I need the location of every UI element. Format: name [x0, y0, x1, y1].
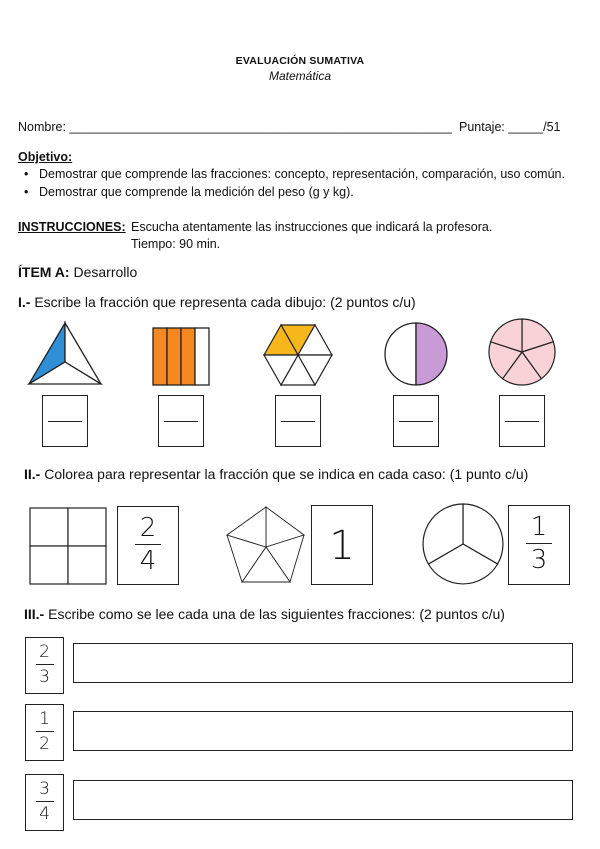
whole-number: 1	[329, 523, 355, 569]
page-subtitle: Matemática	[268, 69, 332, 83]
fraction-card	[508, 505, 570, 585]
item-a-text: Desarrollo	[73, 264, 138, 280]
answer-box[interactable]	[275, 395, 321, 447]
fraction-numerator: 1	[39, 709, 50, 729]
section-1-heading	[18, 294, 416, 310]
fraction-denominator: 3	[39, 667, 50, 687]
answer-text-box[interactable]	[73, 643, 573, 683]
bar-part-shaded	[167, 328, 181, 385]
fraction-bar	[36, 731, 54, 732]
section-3-heading	[24, 606, 505, 622]
fraction-denominator: 2	[39, 734, 50, 754]
fraction-numerator: 1	[530, 512, 548, 542]
square-part[interactable]	[30, 546, 68, 584]
bar-part-shaded	[153, 328, 167, 385]
fraction-denominator: 4	[39, 804, 50, 824]
answer-text-box[interactable]	[73, 780, 573, 820]
section-3-text: Escribe como se lee cada una de las siguientes fracciones: (2 puntos c/u)	[48, 606, 505, 622]
fraction-card	[25, 774, 64, 831]
objective-list	[24, 166, 565, 201]
page-title: EVALUACIÓN SUMATIVA	[235, 55, 365, 67]
color-shape-square[interactable]	[29, 507, 107, 585]
answer-line	[505, 421, 539, 422]
answer-box[interactable]	[393, 395, 439, 447]
answer-line	[164, 421, 198, 422]
answer-line	[399, 421, 433, 422]
objective-label: Objetivo:	[18, 150, 73, 164]
fraction-numerator: 3	[39, 779, 50, 799]
instructions-time: Tiempo: 90 min.	[131, 237, 221, 251]
fraction-bar	[36, 801, 54, 802]
name-field[interactable]: Nombre: _______________________________________________________	[18, 120, 452, 134]
item-a-heading	[18, 264, 137, 280]
score-field[interactable]: Puntaje: _____/51	[459, 120, 561, 134]
fraction-card	[117, 506, 179, 585]
section-2-text: Colorea para representar la fracción que se indica en cada caso: (1 punto c/u)	[44, 466, 529, 482]
fraction-card	[25, 704, 64, 761]
section-2-label: II.-	[24, 466, 41, 482]
fraction-card	[25, 637, 64, 694]
fraction-bar	[36, 664, 54, 665]
fraction-shape-triangle	[26, 320, 104, 388]
section-1-text: Escribe la fracción que representa cada dibujo: (2 puntos c/u)	[34, 294, 416, 310]
fraction-numerator: 2	[39, 642, 50, 662]
fraction-shape-hexagon	[263, 323, 333, 387]
item-a-label: ÍTEM A:	[18, 264, 70, 280]
section-1-label: I.-	[18, 294, 31, 310]
answer-line	[48, 421, 82, 422]
fraction-denominator: 3	[530, 545, 548, 575]
instructions-label: INSTRUCCIONES:	[18, 220, 126, 234]
fraction-numerator: 2	[139, 513, 157, 543]
answer-box[interactable]	[42, 395, 88, 447]
fraction-denominator: 4	[139, 546, 157, 576]
color-shape-circle-thirds[interactable]	[422, 503, 504, 585]
square-part[interactable]	[68, 546, 106, 584]
section-3-label: III.-	[24, 606, 45, 622]
color-shape-pentagon[interactable]	[224, 505, 308, 585]
answer-box[interactable]	[499, 395, 545, 447]
instructions-text: Escucha atentamente las instrucciones que indicará la profesora.	[131, 220, 493, 234]
objective-item: • Demostrar que comprende las fracciones: concepto, representación, comparación, uso común.	[24, 166, 565, 184]
square-part[interactable]	[30, 508, 68, 546]
answer-line	[281, 421, 315, 422]
circle-half	[385, 323, 416, 385]
whole-number-card	[311, 505, 373, 585]
circle-half-shaded	[416, 323, 447, 385]
fraction-bar	[135, 544, 161, 545]
section-2-heading	[24, 466, 528, 482]
objective-item: • Demostrar que comprende la medición del peso (g y kg).	[24, 184, 565, 202]
fraction-shape-circle-halves	[384, 322, 448, 386]
bar-part-shaded	[181, 328, 195, 385]
answer-text-box[interactable]	[73, 711, 573, 751]
bar-part	[195, 328, 209, 385]
square-part[interactable]	[68, 508, 106, 546]
fraction-bar	[526, 543, 552, 544]
fraction-shape-bars	[152, 327, 212, 387]
answer-box[interactable]	[158, 395, 204, 447]
fraction-shape-circle-fifths	[488, 318, 556, 386]
